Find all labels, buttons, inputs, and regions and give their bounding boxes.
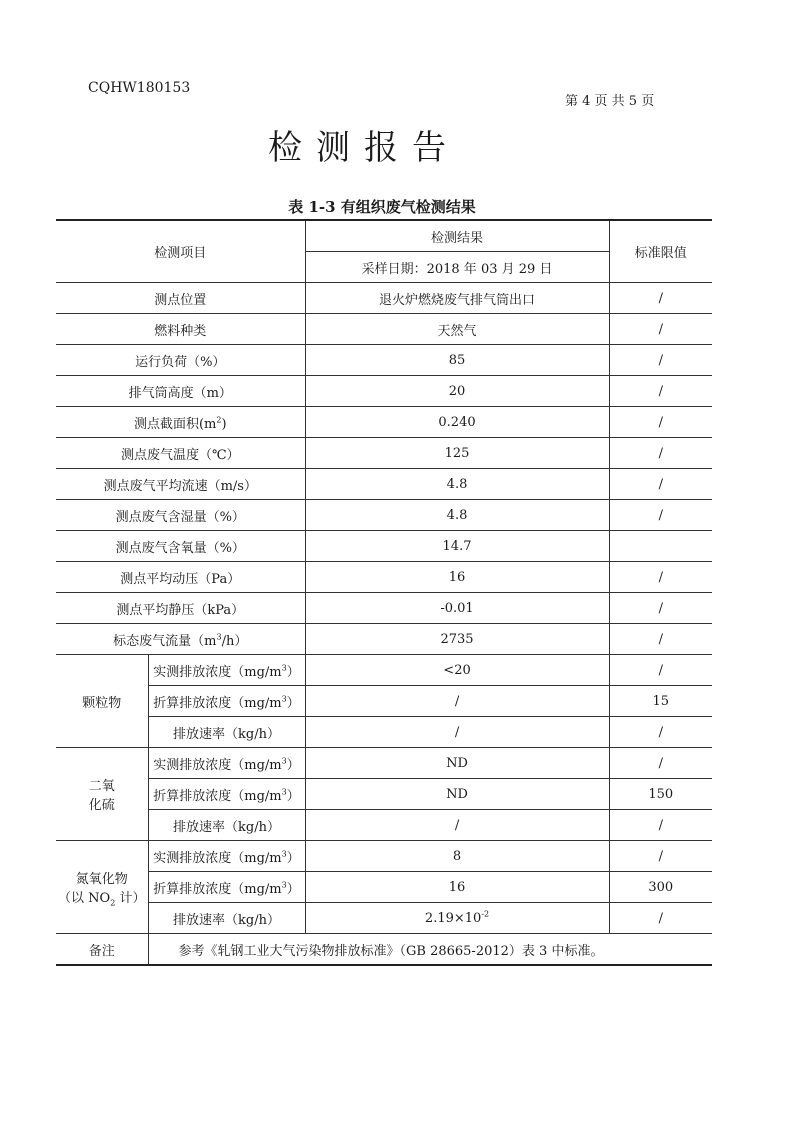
row-value: 4.8 bbox=[305, 469, 609, 500]
table-title: 表 1-3 有组织废气检测结果 bbox=[288, 198, 476, 216]
row-label: 测点废气含湿量（%） bbox=[56, 500, 305, 531]
row-label: 标态废气流量$(m^3/h)$ bbox=[56, 624, 305, 655]
table-row bbox=[56, 841, 712, 872]
table-row bbox=[56, 779, 712, 810]
table-row bbox=[56, 686, 712, 717]
table-row bbox=[56, 655, 712, 686]
table-row bbox=[56, 903, 712, 934]
row-value: ND bbox=[305, 748, 609, 779]
row-limit: / bbox=[609, 841, 712, 872]
row-label: 测点废气温度（℃） bbox=[56, 438, 305, 469]
table-row bbox=[56, 934, 712, 966]
row-label: 测点废气含氧量（%） bbox=[56, 531, 305, 562]
row-limit: 15 bbox=[609, 686, 712, 717]
row-value: 4.8 bbox=[305, 500, 609, 531]
row-value: 125 bbox=[305, 438, 609, 469]
row-limit: 300 bbox=[609, 872, 712, 903]
table-row bbox=[56, 314, 712, 345]
row-label: 测点截面积$(m^2)$ bbox=[56, 407, 305, 438]
row-value: 天然气 bbox=[305, 314, 609, 345]
row-limit: / bbox=[609, 376, 712, 407]
row-label: 燃料种类 bbox=[56, 314, 305, 345]
page-indicator: 第 4 页 共 5 页 bbox=[565, 94, 655, 109]
param-label: 折算排放浓度$(mg/m^3)$ bbox=[148, 872, 305, 903]
row-value: 退火炉燃烧废气排气筒出口 bbox=[305, 283, 609, 314]
row-value: 16 bbox=[305, 562, 609, 593]
pollutant-particulate: 颗粒物 bbox=[56, 655, 148, 748]
row-value: 0.240 bbox=[305, 407, 609, 438]
table-row bbox=[56, 376, 712, 407]
row-value: -0.01 bbox=[305, 593, 609, 624]
param-label: 排放速率（kg/h） bbox=[148, 810, 305, 841]
pollutant-nox: 氮氧化物 （以 $NO_2$ 计） bbox=[56, 841, 148, 934]
table-row bbox=[56, 593, 712, 624]
table-row bbox=[56, 717, 712, 748]
row-value: 85 bbox=[305, 345, 609, 376]
param-label: 实测排放浓度$(mg/m^3)$ bbox=[148, 748, 305, 779]
note-label: 备注 bbox=[56, 934, 148, 966]
table-row bbox=[56, 438, 712, 469]
row-limit: / bbox=[609, 624, 712, 655]
row-value: $2.19\times 10^{-2}$ bbox=[305, 903, 609, 934]
row-value: / bbox=[305, 717, 609, 748]
table-row bbox=[56, 345, 712, 376]
sample-date: 采样日期：2018 年 03 月 29 日 bbox=[305, 252, 609, 283]
row-value: 14.7 bbox=[305, 531, 609, 562]
table-row bbox=[56, 748, 712, 779]
row-label: 测点平均静压（kPa） bbox=[56, 593, 305, 624]
row-limit: / bbox=[609, 407, 712, 438]
param-label: 排放速率（kg/h） bbox=[148, 717, 305, 748]
header-limit: 标准限值 bbox=[609, 220, 712, 283]
row-value: / bbox=[305, 686, 609, 717]
table-row bbox=[56, 283, 712, 314]
row-limit: / bbox=[609, 500, 712, 531]
param-label: 实测排放浓度$(mg/m^3)$ bbox=[148, 655, 305, 686]
row-limit: / bbox=[609, 655, 712, 686]
param-label: 折算排放浓度$(mg/m^3)$ bbox=[148, 686, 305, 717]
row-value: <20 bbox=[305, 655, 609, 686]
row-value: ND bbox=[305, 779, 609, 810]
header-result: 检测结果 bbox=[305, 220, 609, 252]
row-limit bbox=[609, 531, 712, 562]
row-limit: / bbox=[609, 748, 712, 779]
table-row bbox=[56, 469, 712, 500]
table-row bbox=[56, 872, 712, 903]
row-value: / bbox=[305, 810, 609, 841]
table-row bbox=[56, 562, 712, 593]
results-table bbox=[56, 219, 712, 966]
param-label: 实测排放浓度$(mg/m^3)$ bbox=[148, 841, 305, 872]
row-label: 测点位置 bbox=[56, 283, 305, 314]
row-value: 8 bbox=[305, 841, 609, 872]
row-label: 运行负荷（%） bbox=[56, 345, 305, 376]
row-limit: / bbox=[609, 717, 712, 748]
param-label: 折算排放浓度$(mg/m^3)$ bbox=[148, 779, 305, 810]
row-limit: / bbox=[609, 593, 712, 624]
row-limit: / bbox=[609, 903, 712, 934]
row-label: 排气筒高度（m） bbox=[56, 376, 305, 407]
row-label: 测点废气平均流速（m/s） bbox=[56, 469, 305, 500]
row-limit: / bbox=[609, 283, 712, 314]
row-label: 测点平均动压（Pa） bbox=[56, 562, 305, 593]
row-limit: / bbox=[609, 345, 712, 376]
row-limit: / bbox=[609, 562, 712, 593]
page-title: 检测报告 bbox=[268, 128, 460, 168]
row-limit: / bbox=[609, 469, 712, 500]
row-limit: / bbox=[609, 438, 712, 469]
header-item: 检测项目 bbox=[56, 220, 305, 283]
row-limit: 150 bbox=[609, 779, 712, 810]
row-limit: / bbox=[609, 810, 712, 841]
table-row bbox=[56, 531, 712, 562]
param-label: 排放速率（kg/h） bbox=[148, 903, 305, 934]
row-value: 20 bbox=[305, 376, 609, 407]
row-value: 16 bbox=[305, 872, 609, 903]
report-number: CQHW180153 bbox=[88, 80, 191, 96]
row-limit: / bbox=[609, 314, 712, 345]
row-value: 2735 bbox=[305, 624, 609, 655]
note-text: 参考《轧钢工业大气污染物排放标准》（GB 28665-2012）表 3 中标准。 bbox=[148, 934, 712, 966]
table-row bbox=[56, 810, 712, 841]
table-row bbox=[56, 500, 712, 531]
table-row bbox=[56, 624, 712, 655]
pollutant-so2: 二氧 化硫 bbox=[56, 748, 148, 841]
table-row bbox=[56, 407, 712, 438]
